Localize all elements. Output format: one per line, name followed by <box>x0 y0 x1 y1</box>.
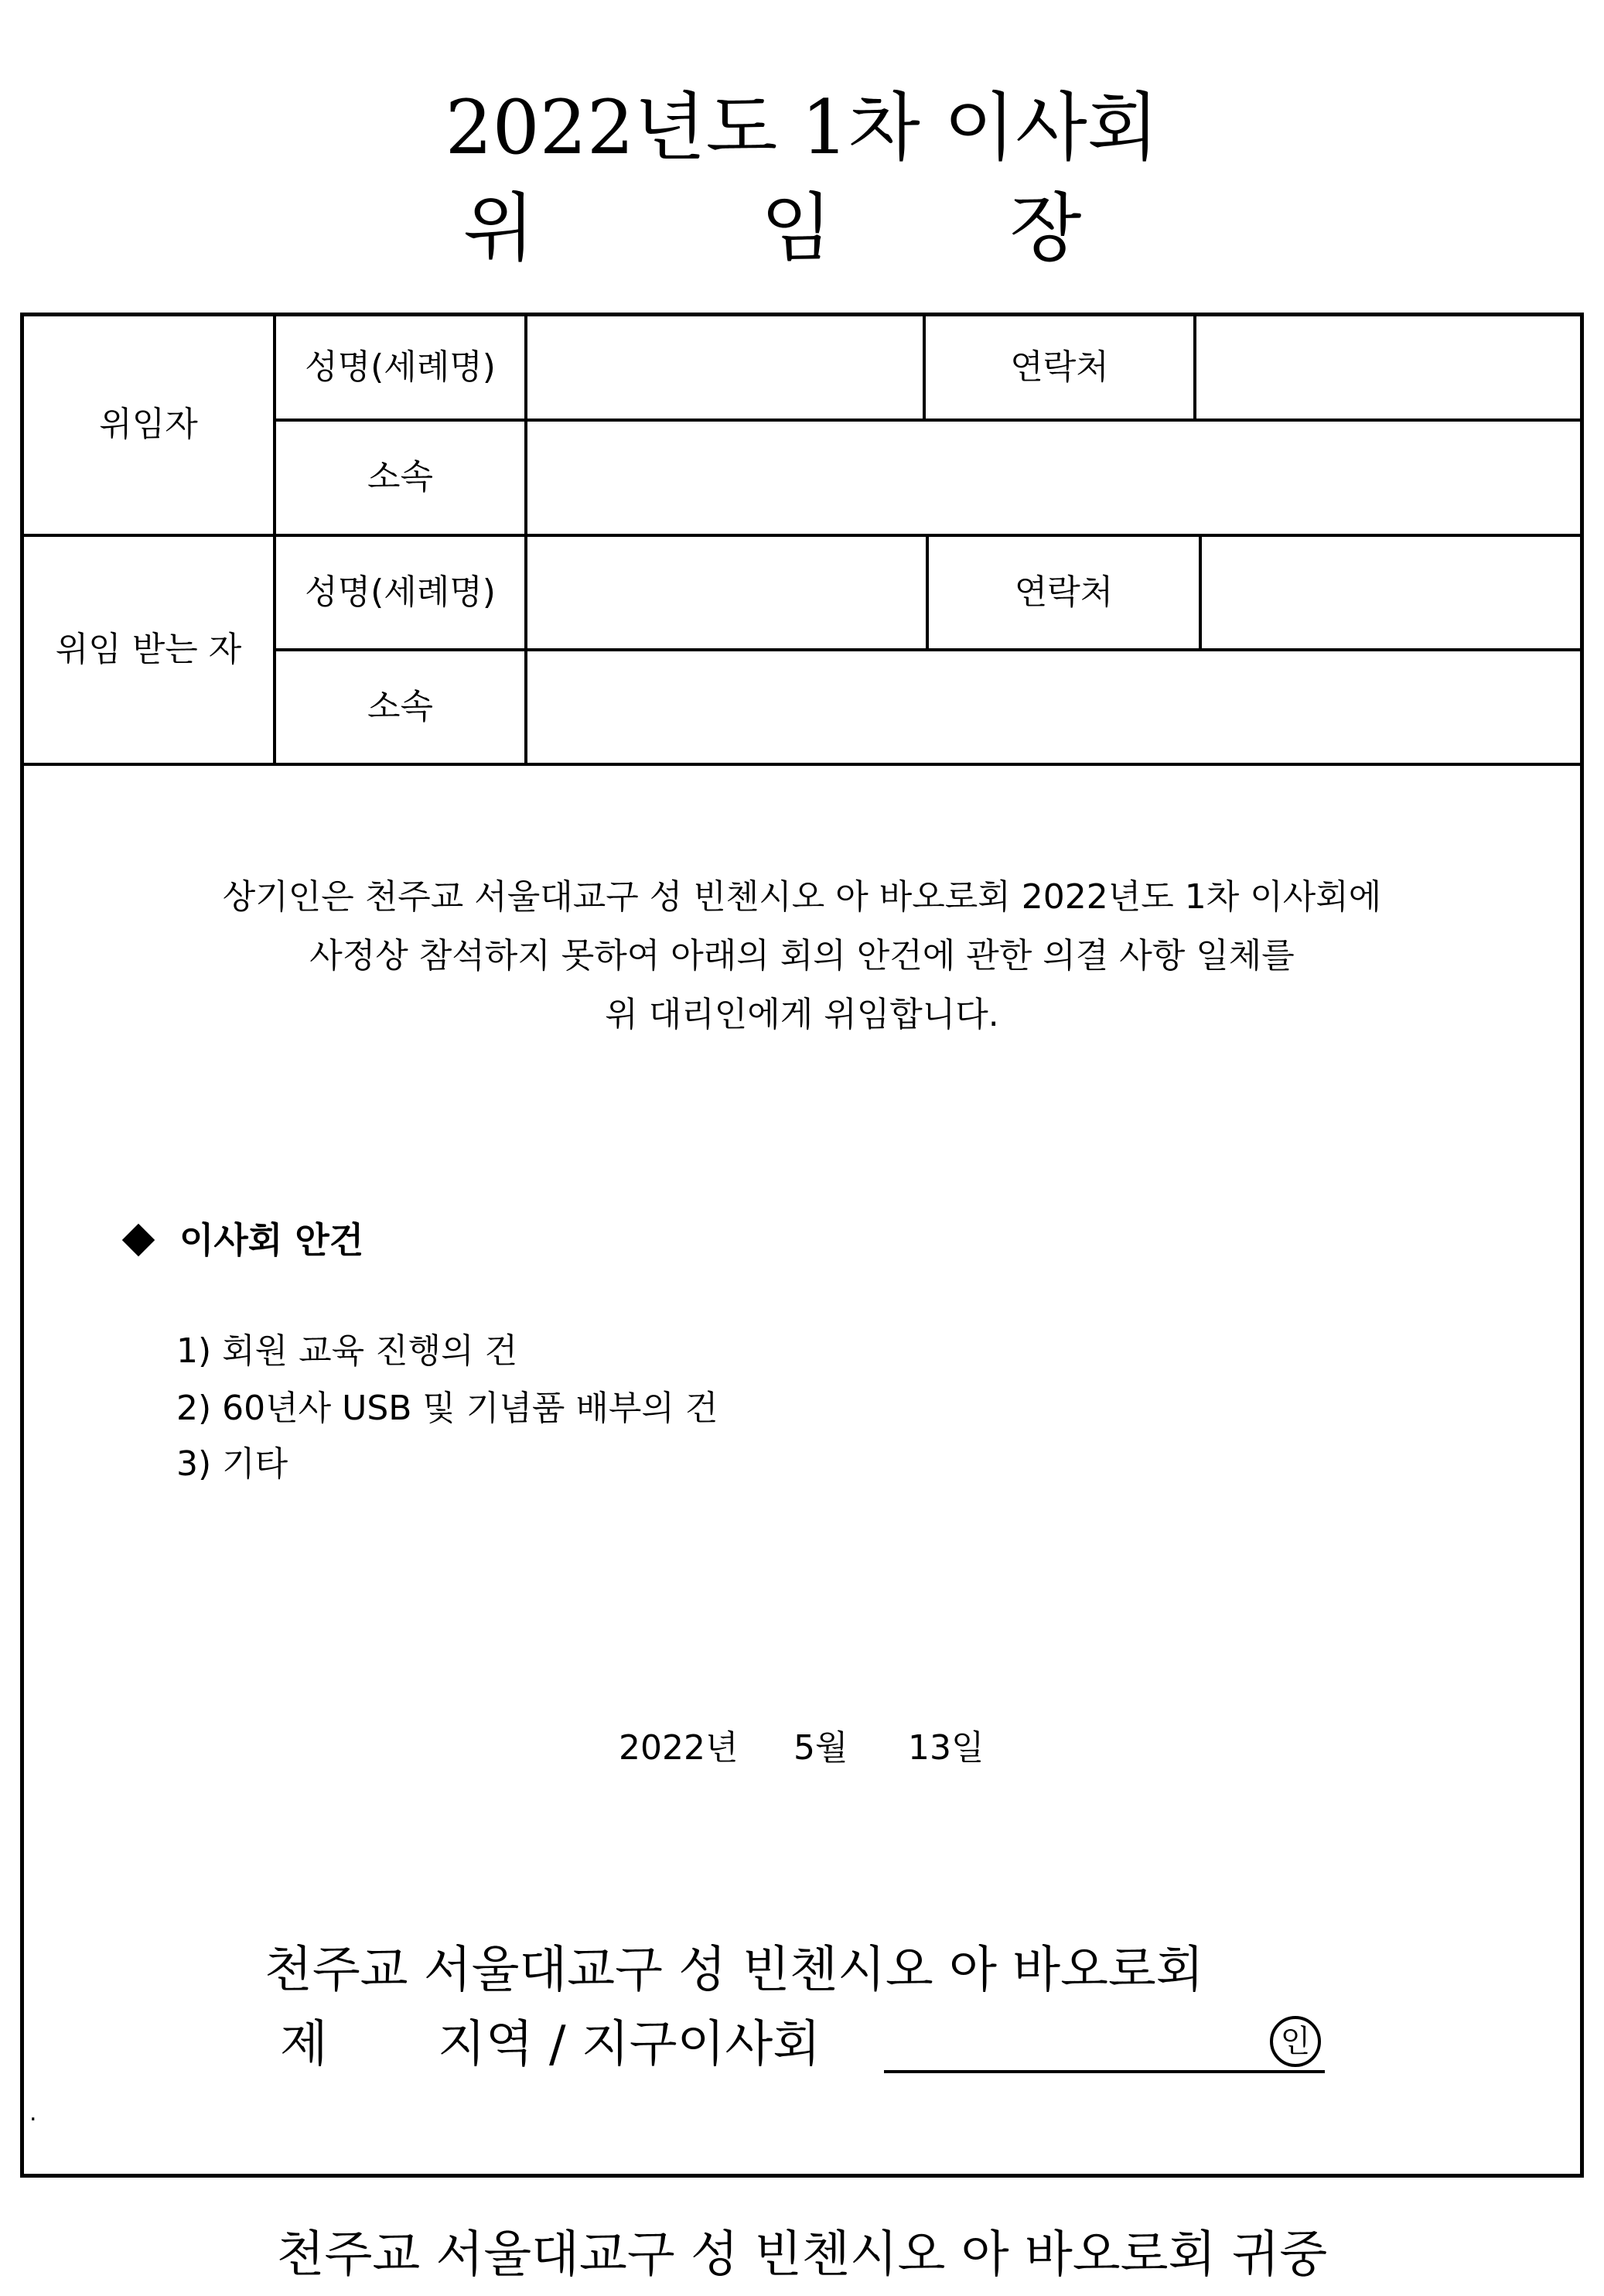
date-day: 13일 <box>908 1728 985 1768</box>
grantee-contact-label: 연락처 <box>1014 572 1114 612</box>
declaration-line-1: 상기인은 천주교 서울대교구 성 빈첸시오 아 바오로회 2022년도 1차 이사회에 <box>222 877 1382 917</box>
date-year: 2022년 <box>619 1728 739 1768</box>
grantor-contact-field[interactable] <box>1196 316 1580 419</box>
grantee-contact-field[interactable] <box>1202 537 1580 648</box>
frame-right-border <box>1580 313 1584 2177</box>
subtitle-char-2: 임 <box>760 185 833 272</box>
grantor-contact-label: 연락처 <box>1010 347 1109 387</box>
grantor-label: 위임자 <box>99 405 198 445</box>
agenda-heading <box>121 1213 363 1267</box>
grid-line <box>20 763 1584 766</box>
org-name: 천주교 서울대교구 성 빈첸시오 아 바오로회 <box>264 1942 1204 1999</box>
agenda-item: 3) 기타 <box>176 1444 288 1484</box>
grantor-affiliation-field[interactable] <box>527 422 1580 534</box>
frame-bottom-border <box>20 2174 1584 2178</box>
grantee-name-label: 성명(세례명) <box>305 572 496 612</box>
grantee-label: 위임 받는 자 <box>55 629 242 669</box>
document-subtitle <box>0 178 1604 278</box>
grantee-affiliation-label: 소속 <box>367 686 433 726</box>
subtitle-char-1: 위 <box>462 185 535 272</box>
grantor-name-field[interactable] <box>527 316 923 419</box>
seal-char: 인 <box>1280 2024 1311 2059</box>
agenda-item: 2) 60년사 USB 및 기념품 배부의 건 <box>176 1389 718 1428</box>
grantee-affiliation-field[interactable] <box>527 651 1580 763</box>
grantee-name-field[interactable] <box>527 537 926 648</box>
region-prefix: 제 <box>280 2016 328 2073</box>
declaration-line-2: 사정상 참석하지 못하여 아래의 회의 안건에 관한 의결 사항 일체를 <box>309 936 1295 975</box>
stray-mark: . <box>29 2100 37 2127</box>
footer-recipient: 천주교 서울대교구 성 빈첸시오 아 바오로회 귀중 <box>276 2226 1328 2284</box>
grantor-name-label: 성명(세례명) <box>305 347 496 387</box>
declaration-line-3: 위 대리인에게 위임합니다. <box>605 995 999 1034</box>
document-title: 2022년도 1차 이사회 <box>445 84 1159 171</box>
grantor-affiliation-label: 소속 <box>367 457 433 497</box>
agenda-title: 이사회 안건 <box>179 1219 364 1261</box>
diamond-bullet-icon <box>122 1224 155 1256</box>
seal-icon <box>1270 2016 1321 2067</box>
region-label: 지역 / 지구이사회 <box>438 2016 821 2073</box>
agenda-item: 1) 회원 교육 진행의 건 <box>176 1331 518 1371</box>
date-month: 5월 <box>793 1728 848 1768</box>
subtitle-char-3: 장 <box>1009 185 1082 272</box>
signature-line[interactable] <box>884 2070 1325 2073</box>
